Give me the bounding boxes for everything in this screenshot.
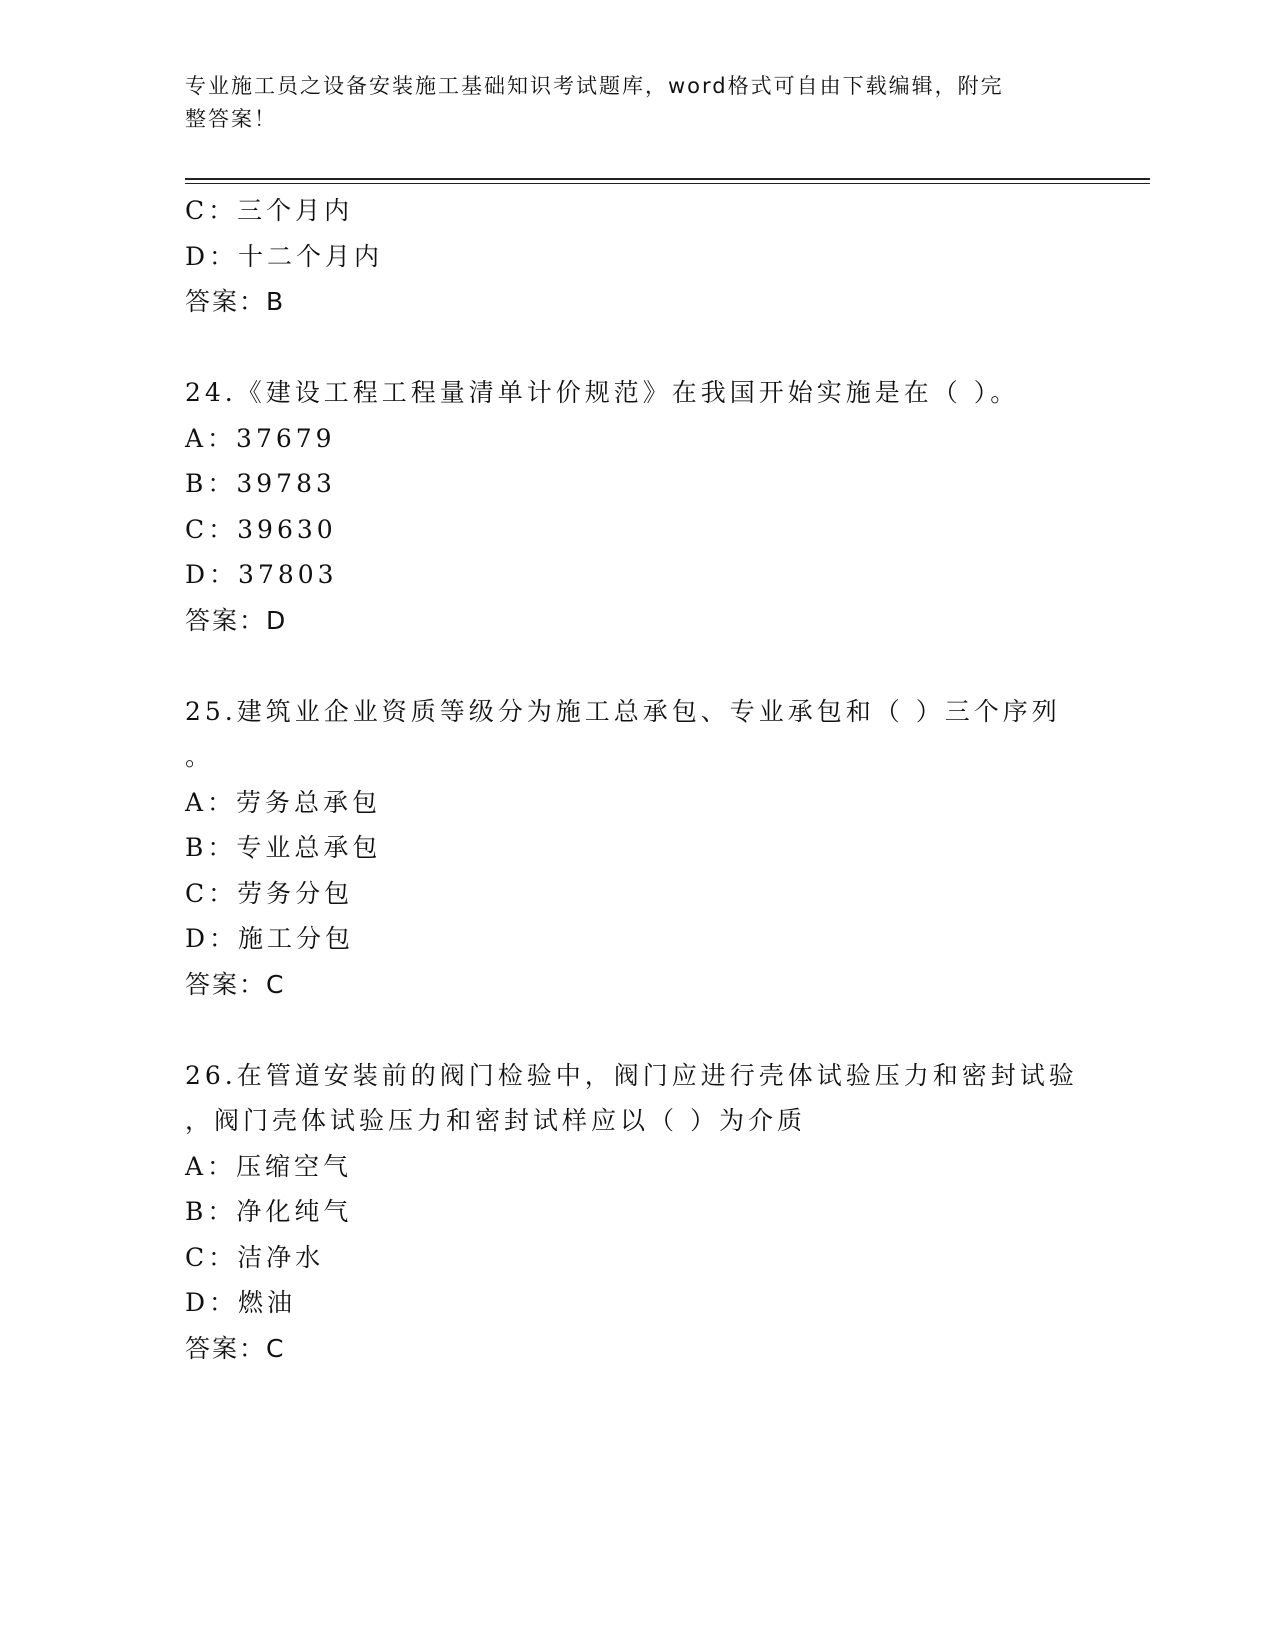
q23-option-c: C：三个月内 bbox=[185, 196, 354, 225]
q26-answer: 答案：C bbox=[185, 1333, 286, 1363]
q26-option-c: C：洁净水 bbox=[185, 1242, 325, 1272]
question-list bbox=[185, 188, 1085, 1371]
q26-question-line-1: 26.在管道安装前的阀门检验中，阀门应进行壳体试验压力和密封试验 bbox=[185, 1060, 1078, 1090]
q25-option-b: B：专业总承包 bbox=[185, 833, 382, 862]
q25-answer: 答案：C bbox=[185, 969, 286, 999]
q23-answer: 答案：B bbox=[185, 287, 286, 316]
q25-option-d: D：施工分包 bbox=[185, 924, 355, 953]
question-24 bbox=[185, 370, 1085, 643]
q25-question-line-2: 。 bbox=[185, 742, 215, 771]
spacer bbox=[185, 643, 1085, 689]
question-26 bbox=[185, 1053, 1085, 1372]
question-25 bbox=[185, 689, 1085, 1008]
q23-option-d: D：十二个月内 bbox=[185, 241, 384, 271]
q24-option-b: B：39783 bbox=[185, 469, 336, 498]
header-line-2: 整答案！ bbox=[185, 107, 277, 131]
document-header bbox=[185, 70, 1065, 136]
header-line-1: 专业施工员之设备安装施工基础知识考试题库，word格式可自由下载编辑，附完 bbox=[185, 74, 1004, 98]
q24-question: 24.《建设工程工程量清单计价规范》在我国开始实施是在（ ）。 bbox=[185, 378, 1020, 407]
q24-answer: 答案：D bbox=[185, 605, 288, 635]
q25-option-c: C：劳务分包 bbox=[185, 878, 354, 908]
q26-option-b: B：净化纯气 bbox=[185, 1197, 353, 1226]
spacer bbox=[185, 1007, 1085, 1053]
header-divider-thin bbox=[185, 183, 1150, 184]
q24-option-a: A：37679 bbox=[185, 423, 336, 453]
q25-option-a: A：劳务总承包 bbox=[185, 787, 382, 817]
q26-question-line-2: ，阀门壳体试验压力和密封试样应以（ ）为介质 bbox=[185, 1106, 806, 1135]
header-divider-thick bbox=[185, 178, 1150, 180]
q24-option-c: C：39630 bbox=[185, 514, 337, 544]
spacer bbox=[185, 325, 1085, 371]
question-23 bbox=[185, 188, 1085, 325]
q26-option-d: D：燃油 bbox=[185, 1288, 297, 1317]
q26-option-a: A：压缩空气 bbox=[185, 1151, 353, 1181]
q25-question-line-1: 25.建筑业企业资质等级分为施工总承包、专业承包和（ ）三个序列 bbox=[185, 696, 1061, 726]
q24-option-d: D：37803 bbox=[185, 560, 338, 589]
